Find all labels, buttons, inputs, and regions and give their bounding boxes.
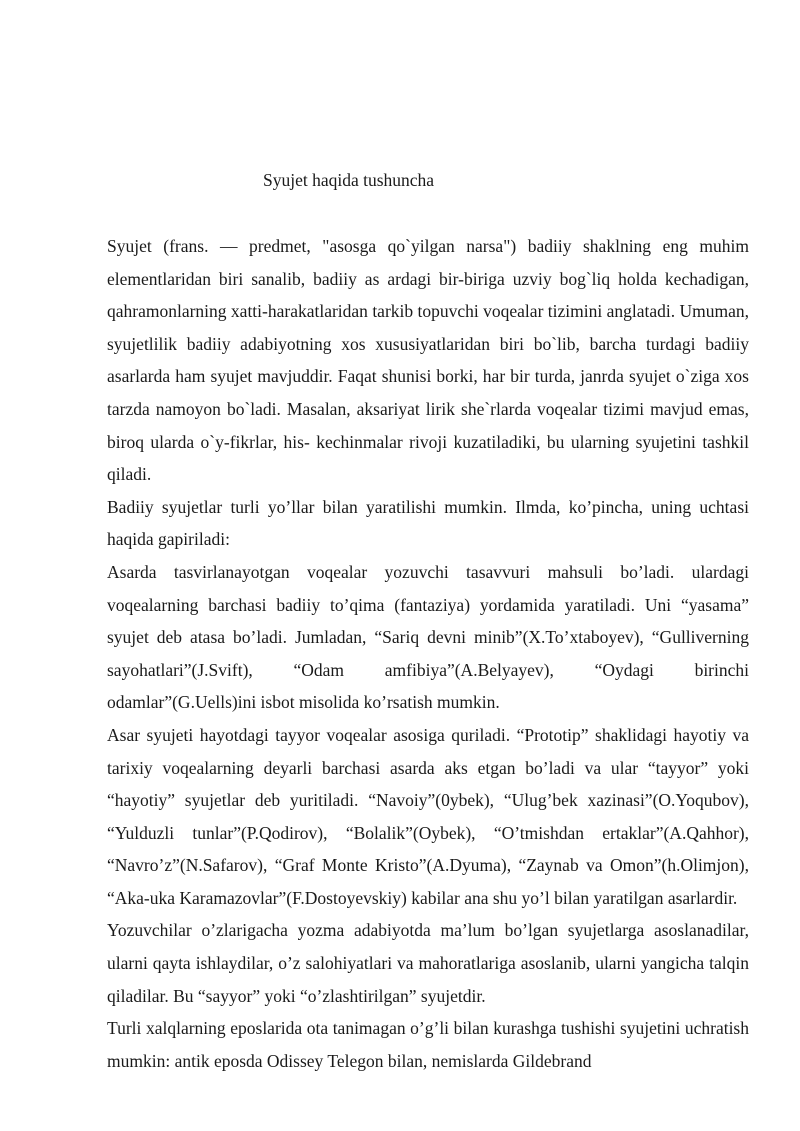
- document-body: [107, 230, 749, 1077]
- paragraph-epos-examples: Turli xalqlarning eposlarida ota tanimagan o’g’li bilan kurashga tushishi syujetini uchratish mumkin: antik eposda Odissey Telegon bilan, nemislarda Gildebrand: [107, 1018, 749, 1071]
- paragraph-syujet-definition: Syujet (frans. — predmet, "asosga qo`yilgan narsa") badiiy shaklning eng muhim elementlaridan biri sanalib, badiiy as ardagi bir-biriga uzviy bog`liq holda kechadigan, qahramonlarning xatti-harakatlaridan tarkib topuvchi voqealar tizimini anglatadi. Umuman, syujetlilik badiiy adabiyotning xos xususiyatlaridan biri bo`lib, barcha turdagi badiiy asarlarda ham syujet mavjuddir. Faqat shunisi borki, har bir turda, janrda syujet o`ziga xos tarzda namoyon bo`ladi. Masalan, aksariyat lirik she`rlarda voqealar tizimi mavjud emas, biroq ularda o`y-fikrlar, his- kechinmalar rivoji kuzatiladiki, bu ularning syujetini tashkil qiladi.: [107, 236, 749, 485]
- paragraph-sayyor-syujet: Yozuvchilar o’zlarigacha yozma adabiyotda ma’lum bo’lgan syujetlarga asoslanadilar, ularni qayta ishlaydilar, o’z salohiyatlari va mahoratlariga asoslanib, ularni yangicha talqin qiladilar. Bu “sayyor” yoki “o’zlashtirilgan” syujetdir.: [107, 920, 749, 1006]
- document-title: Syujet haqida tushuncha: [263, 170, 435, 190]
- paragraph-syujet-ways: Badiiy syujetlar turli yo’llar bilan yaratilishi mumkin. Ilmda, ko’pincha, uning uchtasi haqida gapiriladi:: [107, 496, 749, 550]
- paragraph-yasama-syujet: Asarda tasvirlanayotgan voqealar yozuvchi tasavvuri mahsuli bo’ladi. ulardagi voqealarning barchasi badiiy to’qima (fantaziya) yordamida yaratiladi. Uni “yasama” syujet deb atasa bo’ladi. Jumladan, “Sariq devni minib”(X.To’xtaboyev), “Gulliverning sayohatlari”(J.Svift), “Odam amfibiya”(A.Belyayev), “Oydagi birinchi odamlar”(G.Uells)ini isbot misolida ko’rsatish mumkin.: [107, 561, 749, 713]
- paragraph-tayyor-syujet: Asar syujeti hayotdagi tayyor voqealar asosiga quriladi. “Prototip” shaklidagi hayotiy va tarixiy voqealarning deyarli barchasi asarda aks etgan bo’ladi va ular “tayyor” yoki “hayotiy” syujetlar deb yuritiladi. “Navoiy”(0ybek), “Ulug’bek xazinasi”(O.Yoqubov), “Yulduzli tunlar”(P.Qodirov), “Bolalik”(Oybek), “O’tmishdan ertaklar”(A.Qahhor), “Navro’z”(N.Safarov), “Graf Monte Kristo”(A.Dyuma), “Zaynab va Omon”(h.Olimjon), “Aka-uka Karamazovlar”(F.Dostoyevskiy) kabilar ana shu yo’l bilan yaratilgan asarlardir.: [107, 724, 749, 908]
